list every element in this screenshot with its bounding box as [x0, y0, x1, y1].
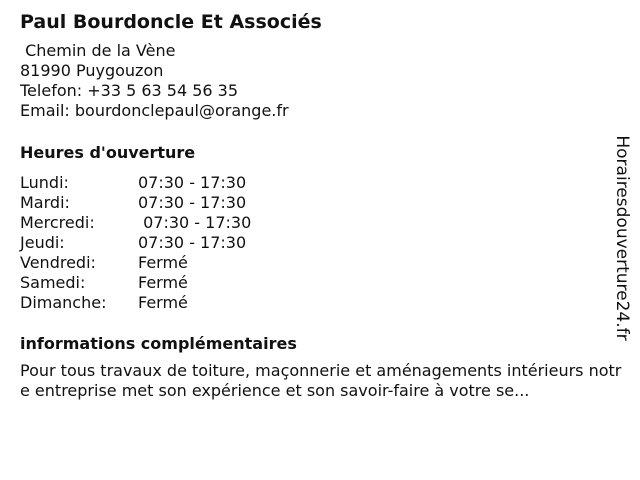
- hours-row-monday: [20, 173, 612, 193]
- hours-day: Jeudi:: [20, 233, 65, 252]
- email-line: Email: bourdonclepaul@orange.fr: [20, 101, 289, 120]
- opening-hours-title: Heures d'ouverture: [20, 143, 196, 162]
- hours-day: Lundi:: [20, 173, 69, 192]
- hours-row-wednesday: [20, 213, 612, 233]
- opening-hours-list: [20, 173, 612, 313]
- hours-row-saturday: [20, 273, 612, 293]
- hours-day: Mardi:: [20, 193, 70, 212]
- hours-day: Samedi:: [20, 273, 86, 292]
- site-watermark: Horairesdouverture24.fr: [612, 135, 632, 341]
- hours-row-tuesday: [20, 193, 612, 213]
- additional-info-title: informations complémentaires: [20, 334, 297, 353]
- hours-time: Fermé: [138, 273, 188, 292]
- hours-time: 07:30 - 17:30: [138, 193, 247, 212]
- hours-time: Fermé: [138, 293, 188, 312]
- business-name: Paul Bourdoncle Et Associés: [20, 11, 322, 33]
- address-city: 81990 Puygouzon: [20, 61, 164, 80]
- phone-line: Telefon: +33 5 63 54 56 35: [20, 81, 239, 100]
- hours-time: Fermé: [138, 253, 188, 272]
- hours-row-friday: [20, 253, 612, 273]
- hours-time: 07:30 - 17:30: [138, 233, 247, 252]
- hours-row-thursday: [20, 233, 612, 253]
- hours-time: 07:30 - 17:30: [138, 173, 247, 192]
- hours-time: 07:30 - 17:30: [138, 213, 252, 232]
- address-street: Chemin de la Vène: [20, 41, 176, 60]
- hours-day: Mercredi:: [20, 213, 95, 232]
- hours-day: Dimanche:: [20, 293, 107, 312]
- additional-info-text: Pour tous travaux de toiture, maçonnerie et aménagements intérieurs notre entreprise met son expérience et son savoir-faire à votre se...: [20, 361, 622, 400]
- hours-row-sunday: [20, 293, 612, 313]
- hours-day: Vendredi:: [20, 253, 96, 272]
